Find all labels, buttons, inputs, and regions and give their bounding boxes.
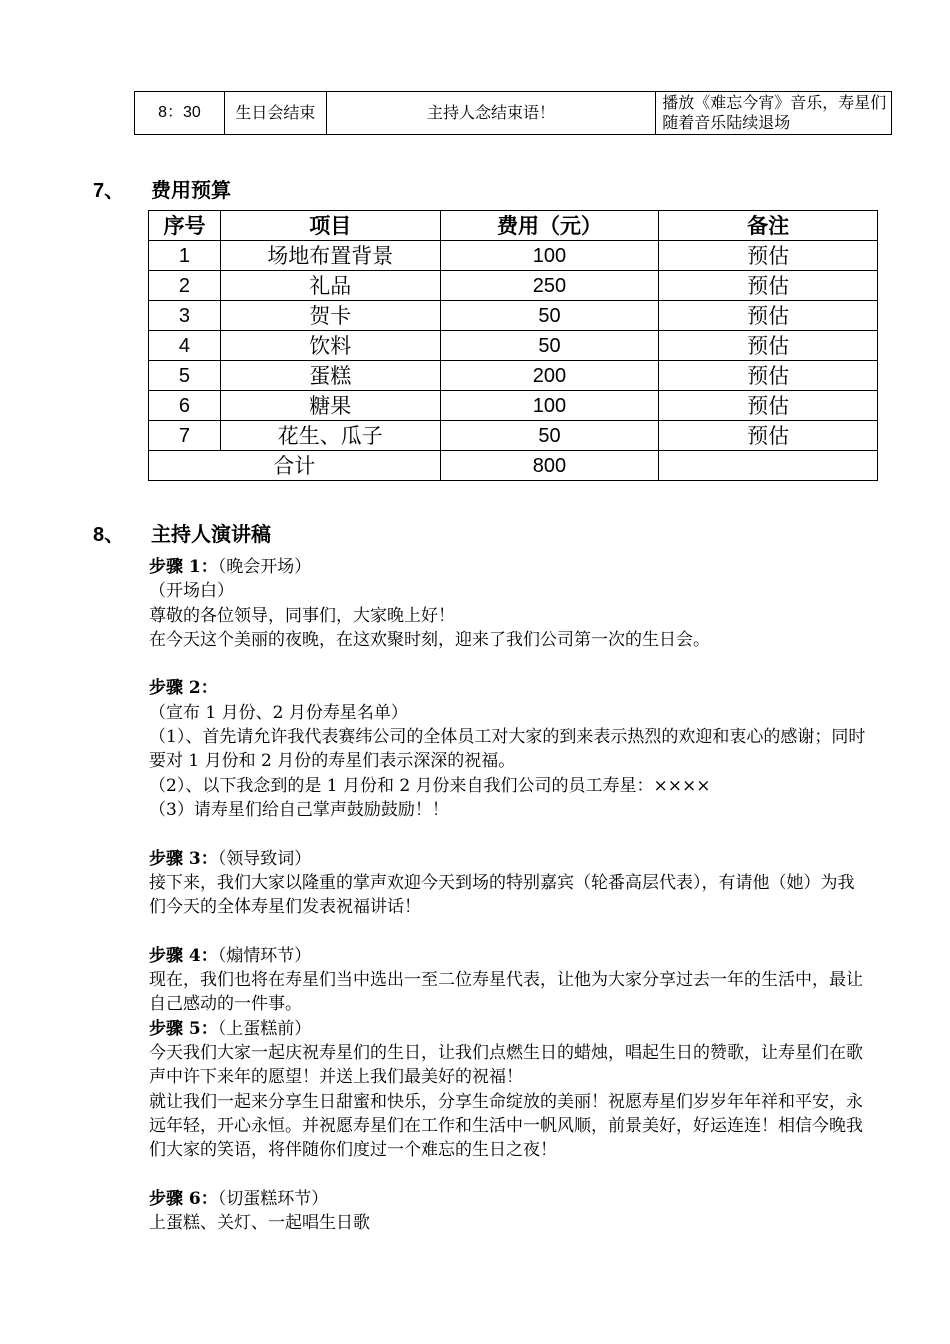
step-3-title: （领导致词） — [217, 848, 312, 869]
budget-cost: 100 — [440, 391, 659, 421]
step-6-paragraph-1: 上蛋糕、关灯、一起唱生日歌 — [149, 1213, 370, 1234]
step-6-line — [149, 1187, 869, 1211]
budget-row — [149, 241, 878, 271]
step-2-sub: （宣布 1 月份、2 月份寿星名单） — [149, 702, 408, 723]
step-5-line — [149, 1017, 869, 1041]
section-8-title: 主持人演讲稿 — [151, 522, 271, 546]
budget-cost: 100 — [440, 241, 659, 271]
step-5-paragraph-2: 就让我们一起来分享生日甜蜜和快乐，分享生命绽放的美丽！祝愿寿星们岁岁年年祥和平安，永远年轻，开心永恒。并祝愿寿星们在工作和生活中一帆风顺，前景美好，好运连连！相信今晚我们大家的笑语，将伴随你们度过一个难忘的生日之夜！ — [149, 1091, 863, 1161]
budget-header-row — [149, 211, 878, 241]
step-2-label: 步骤 2： — [149, 678, 218, 699]
budget-note: 预估 — [659, 331, 878, 361]
budget-table — [148, 210, 878, 481]
budget-item: 蛋糕 — [220, 361, 440, 391]
schedule-content: 主持人念结束语！ — [326, 92, 656, 135]
budget-no: 1 — [149, 241, 221, 271]
budget-no: 4 — [149, 331, 221, 361]
budget-total-label: 合计 — [149, 451, 441, 481]
budget-header-note: 备注 — [659, 211, 878, 241]
budget-item: 礼品 — [220, 271, 440, 301]
budget-no: 7 — [149, 421, 221, 451]
step-3-label: 步骤 3： — [149, 848, 218, 869]
step-1-sub: （开场白） — [149, 581, 234, 602]
budget-no: 2 — [149, 271, 221, 301]
step-2-paragraph-3: （3）请寿星们给自己掌声鼓励鼓励！！ — [149, 799, 449, 820]
budget-cost: 200 — [440, 361, 659, 391]
budget-item: 糖果 — [220, 391, 440, 421]
step-1-title: （晚会开场） — [217, 557, 312, 577]
schedule-item: 生日会结束 — [224, 92, 326, 135]
step-1-label: 步骤 1： — [149, 557, 218, 577]
budget-total-cost: 800 — [440, 451, 659, 481]
step-2-paragraph-1: （1）、首先请允许我代表赛纬公司的全体员工对大家的到来表示热烈的欢迎和衷心的感谢；同时要对 1 月份和 2 月份的寿星们表示深深的祝福。 — [149, 727, 866, 772]
step-2-paragraph-2: （2）、以下我念到的是 1 月份和 2 月份来自我们公司的员工寿星：×××× — [149, 775, 711, 796]
step-4-paragraph-1: 现在，我们也将在寿星们当中选出一至二位寿星代表，让他为大家分享过去一年的生活中，最让自己感动的一件事。 — [149, 970, 863, 1015]
step-2-line — [149, 676, 869, 700]
budget-header-cost: 费用（元） — [440, 211, 659, 241]
section-7-title: 费用预算 — [151, 178, 231, 202]
budget-no: 6 — [149, 391, 221, 421]
section-7-number: 7、 — [93, 180, 125, 202]
step-1-paragraph-2: 在今天这个美丽的夜晚，在这欢聚时刻，迎来了我们公司第一次的生日会。 — [149, 629, 710, 650]
schedule-note: 播放《难忘今宵》音乐，寿星们随着音乐陆续退场 — [656, 92, 892, 135]
step-4-line — [149, 944, 869, 968]
budget-row — [149, 301, 878, 331]
step-6-label: 步骤 6： — [149, 1188, 218, 1209]
budget-cost: 50 — [440, 331, 659, 361]
step-3-line — [149, 847, 869, 871]
budget-row — [149, 331, 878, 361]
step-4-label: 步骤 4： — [149, 945, 218, 966]
step-6-title: （切蛋糕环节） — [217, 1188, 329, 1209]
budget-total-note — [659, 451, 878, 481]
budget-item: 贺卡 — [220, 301, 440, 331]
budget-cost: 50 — [440, 421, 659, 451]
section-8-number: 8、 — [93, 524, 125, 546]
budget-note: 预估 — [659, 421, 878, 451]
step-3-paragraph-1: 接下来，我们大家以隆重的掌声欢迎今天到场的特别嘉宾（轮番高层代表），有请他（她）为我们今天的全体寿星们发表祝福讲话！ — [149, 872, 855, 918]
schedule-row — [135, 92, 892, 135]
budget-item: 饮料 — [220, 331, 440, 361]
budget-cost: 250 — [440, 271, 659, 301]
step-5-label: 步骤 5： — [149, 1018, 218, 1039]
budget-row — [149, 271, 878, 301]
budget-no: 3 — [149, 301, 221, 331]
speech-body — [149, 555, 869, 1235]
budget-row — [149, 361, 878, 391]
budget-row — [149, 421, 878, 451]
budget-header-item: 项目 — [220, 211, 440, 241]
schedule-time: 8：30 — [135, 92, 225, 135]
step-5-paragraph-1: 今天我们大家一起庆祝寿星们的生日，让我们点燃生日的蜡烛，唱起生日的赞歌，让寿星们在歌声中许下来年的愿望！并送上我们最美好的祝福！ — [149, 1042, 863, 1088]
step-1-line — [149, 555, 869, 579]
budget-note: 预估 — [659, 241, 878, 271]
schedule-table — [134, 91, 892, 135]
budget-note: 预估 — [659, 271, 878, 301]
budget-row — [149, 391, 878, 421]
budget-item: 花生、瓜子 — [220, 421, 440, 451]
budget-note: 预估 — [659, 391, 878, 421]
budget-header-no: 序号 — [149, 211, 221, 241]
section-8-heading — [93, 518, 493, 544]
step-1-paragraph-1: 尊敬的各位领导，同事们，大家晚上好！ — [149, 605, 455, 626]
budget-note: 预估 — [659, 301, 878, 331]
budget-no: 5 — [149, 361, 221, 391]
budget-total-row — [149, 451, 878, 481]
section-7-heading — [93, 174, 493, 200]
step-5-title: （上蛋糕前） — [217, 1018, 312, 1039]
budget-note: 预估 — [659, 361, 878, 391]
step-4-title: （煽情环节） — [217, 945, 312, 966]
budget-item: 场地布置背景 — [220, 241, 440, 271]
budget-cost: 50 — [440, 301, 659, 331]
